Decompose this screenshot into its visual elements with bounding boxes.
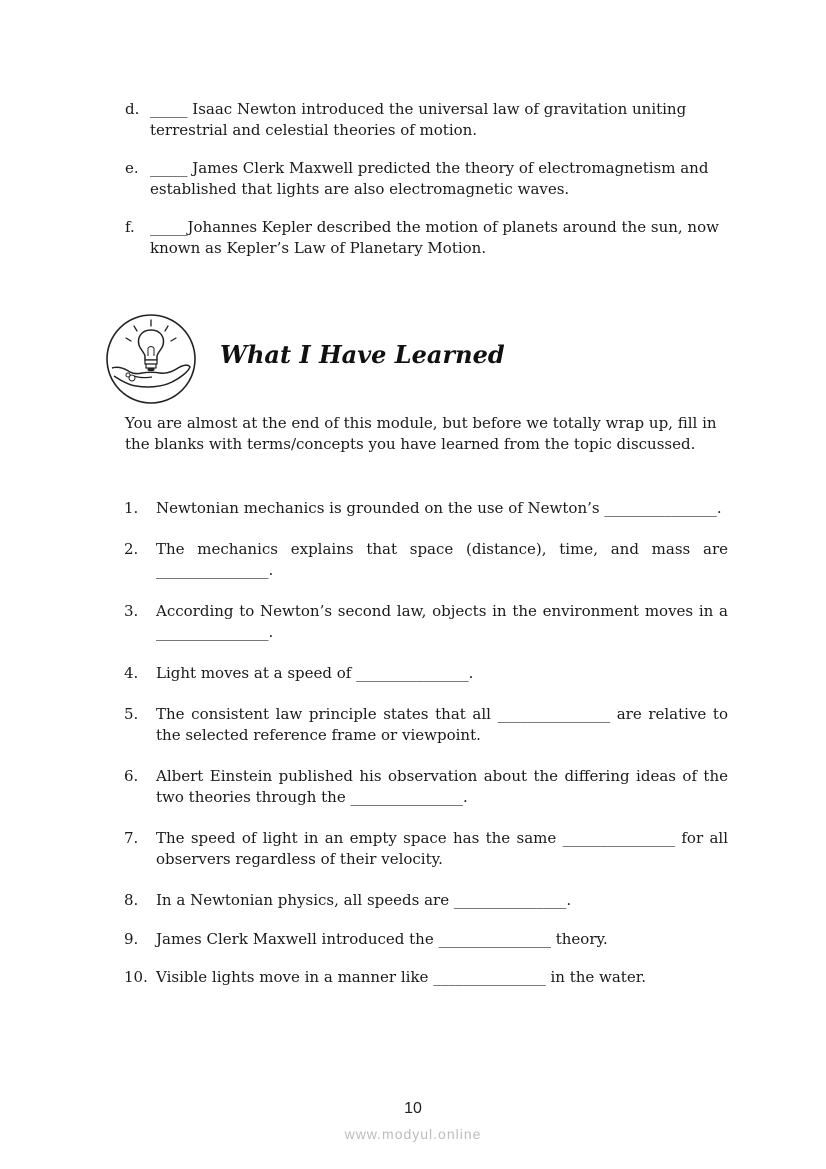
question-text: James Clerk Maxwell introduced the _______________ theory. [156,930,608,948]
question-1 [124,498,728,519]
intro-text: You are almost at the end of this module, but before we totally wrap up, fill in the blanks with terms/concepts you have learned from the topic discussed. [125,414,717,453]
question-4 [124,663,728,684]
question-number: 10. [124,968,148,986]
question-number: 4. [124,664,139,682]
question-text: The consistent law principle states that all _______________ are relative to the selected reference frame or viewpoint. [156,705,728,744]
item-label: e. [125,159,139,177]
item-text: _____ James Clerk Maxwell predicted the theory of electromagnetism and established that lights are also electromagnetic waves. [150,159,709,198]
question-number: 9. [124,930,139,948]
question-7 [124,828,728,870]
lettered-item-d [125,99,735,141]
question-text: According to Newton’s second law, objects in the environment moves in a _______________. [156,602,728,641]
section-title: What I Have Learned [220,340,505,369]
question-2 [124,539,728,581]
question-text: Light moves at a speed of _______________. [156,664,474,682]
question-number: 2. [124,540,139,558]
question-10 [124,967,728,988]
question-5 [124,704,728,746]
question-number: 5. [124,705,139,723]
page-number: 10 [404,1100,422,1117]
section-intro [100,413,728,455]
question-text: The speed of light in an empty space has the same _______________ for all observers regardless of their velocity. [156,829,728,868]
lightbulb-in-hand-icon [104,312,198,406]
question-number: 1. [124,499,139,517]
question-text: In a Newtonian physics, all speeds are _______________. [156,891,572,909]
question-8 [124,890,728,911]
question-3 [124,601,728,643]
watermark: www.modyul.online [344,1126,482,1142]
question-number: 3. [124,602,139,620]
item-label: d. [125,100,140,118]
item-label: f. [125,218,135,236]
item-text: _____ Isaac Newton introduced the universal law of gravitation uniting terrestrial and celestial theories of motion. [150,100,687,139]
question-number: 7. [124,829,139,847]
item-text: _____Johannes Kepler described the motion of planets around the sun, now known as Kepler’s Law of Planetary Motion. [150,218,719,257]
question-number: 6. [124,767,139,785]
lettered-item-f [125,217,735,259]
question-9 [124,929,728,950]
question-text: Albert Einstein published his observation about the differing ideas of the two theories through the _______________. [156,767,728,806]
lettered-item-e [125,158,735,200]
question-text: Visible lights move in a manner like _______________ in the water. [156,968,647,986]
question-6 [124,766,728,808]
question-text: Newtonian mechanics is grounded on the use of Newton’s _______________. [156,499,722,517]
question-number: 8. [124,891,139,909]
question-text: The mechanics explains that space (distance), time, and mass are _______________. [156,540,728,579]
